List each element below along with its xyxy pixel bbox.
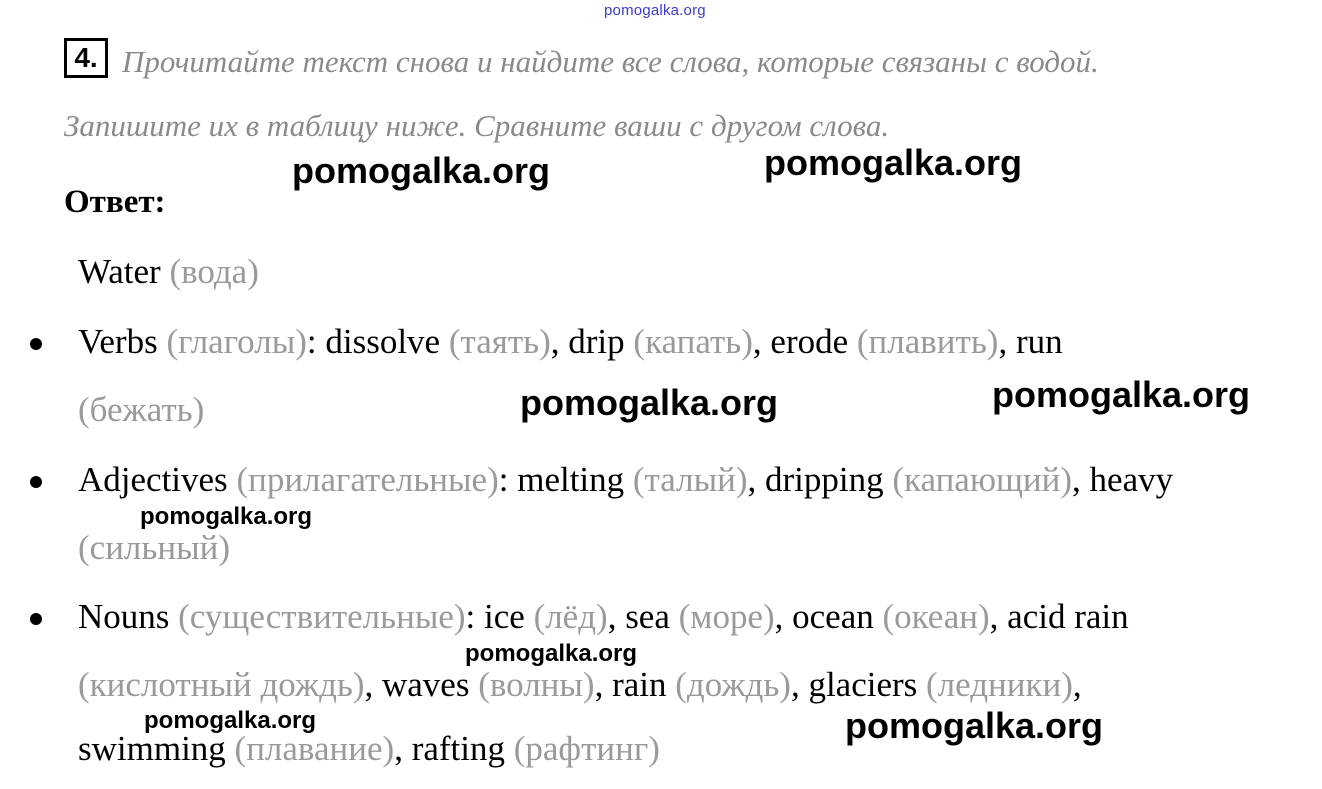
adjective-translation: (талый) [632,460,748,499]
watermark: pomogalka.org [845,705,1104,746]
adjectives-line2 [78,528,230,568]
watermark: pomogalka.org [992,374,1251,415]
adjectives-line1: Adjectives (прилагательные): melting (талый), dripping (капающий), heavy [78,460,1174,499]
noun-word: swimming [78,729,226,768]
noun-translation: (волны) [478,665,595,704]
adjective-word: heavy [1089,460,1174,499]
nouns-label: Nouns [78,597,170,636]
noun-translation: (море) [678,597,775,636]
adjective-translation: (сильный) [78,528,230,567]
verb-word: dissolve [325,322,441,361]
topic-line [78,252,259,292]
verb-word: erode [770,322,849,361]
adjectives-label-ru: (прилагательные) [236,460,499,499]
adjectives-label: Adjectives [78,460,228,499]
topic-en: Water [78,252,161,291]
noun-translation: (дождь) [675,665,791,704]
watermark: pomogalka.org [465,640,638,667]
noun-translation: (ледники) [926,665,1073,704]
noun-word: glaciers [808,665,918,704]
noun-word: acid rain [1007,597,1129,636]
bullet-adjectives [30,476,42,488]
noun-word: rafting [411,729,505,768]
adjective-word: dripping [765,460,884,499]
verb-translation: (бежать) [78,390,205,429]
noun-word: sea [625,597,670,636]
adjective-word: melting [517,460,625,499]
nouns-line1: Nouns (существительные): ice (лёд), sea (море), ocean (океан), acid rain [78,597,1129,636]
watermark: pomogalka.org [140,503,313,530]
verbs-line1: Verbs (глаголы): dissolve (таять), drip (капать), erode (плавить), run [78,322,1063,361]
watermark: pomogalka.org [144,707,317,734]
watermark: pomogalka.org [764,142,1023,183]
noun-translation: (рафтинг) [513,729,660,768]
nouns-line3: swimming (плавание), rafting (рафтинг) [78,729,660,768]
verb-translation: (таять) [448,322,551,361]
noun-word: ocean [792,597,874,636]
verbs-label: Verbs [78,322,158,361]
verbs-line2 [78,390,204,430]
noun-word: rain [612,665,667,704]
watermark-top: pomogalka.org [604,2,706,19]
verb-translation: (плавить) [856,322,999,361]
verb-word: drip [568,322,625,361]
watermark: pomogalka.org [520,382,779,423]
answer-title: Ответ: [64,184,166,220]
topic-ru: (вода) [169,252,259,291]
bullet-nouns [30,613,42,625]
adjective-translation: (капающий) [892,460,1073,499]
task-instruction-line2: Запишите их в таблицу ниже. Сравните ваши с другом слова. [64,108,890,143]
nouns-line2: (кислотный дождь), waves (волны), rain (дождь), glaciers (ледники), [78,665,1082,704]
watermark: pomogalka.org [292,150,551,191]
verbs-label-ru: (глаголы) [166,322,307,361]
noun-translation: (океан) [882,597,990,636]
noun-word: waves [382,665,470,704]
verb-translation: (капать) [633,322,753,361]
noun-translation: (кислотный дождь) [78,665,365,704]
noun-translation: (лёд) [533,597,608,636]
verb-word: run [1015,322,1063,361]
bullet-verbs [30,338,42,350]
noun-translation: (плавание) [234,729,395,768]
noun-word: ice [484,597,525,636]
task-instruction-line1: Прочитайте текст снова и найдите все слова, которые связаны с водой. [122,44,1099,79]
task-number: 4. [64,38,108,78]
nouns-label-ru: (существительные) [178,597,466,636]
